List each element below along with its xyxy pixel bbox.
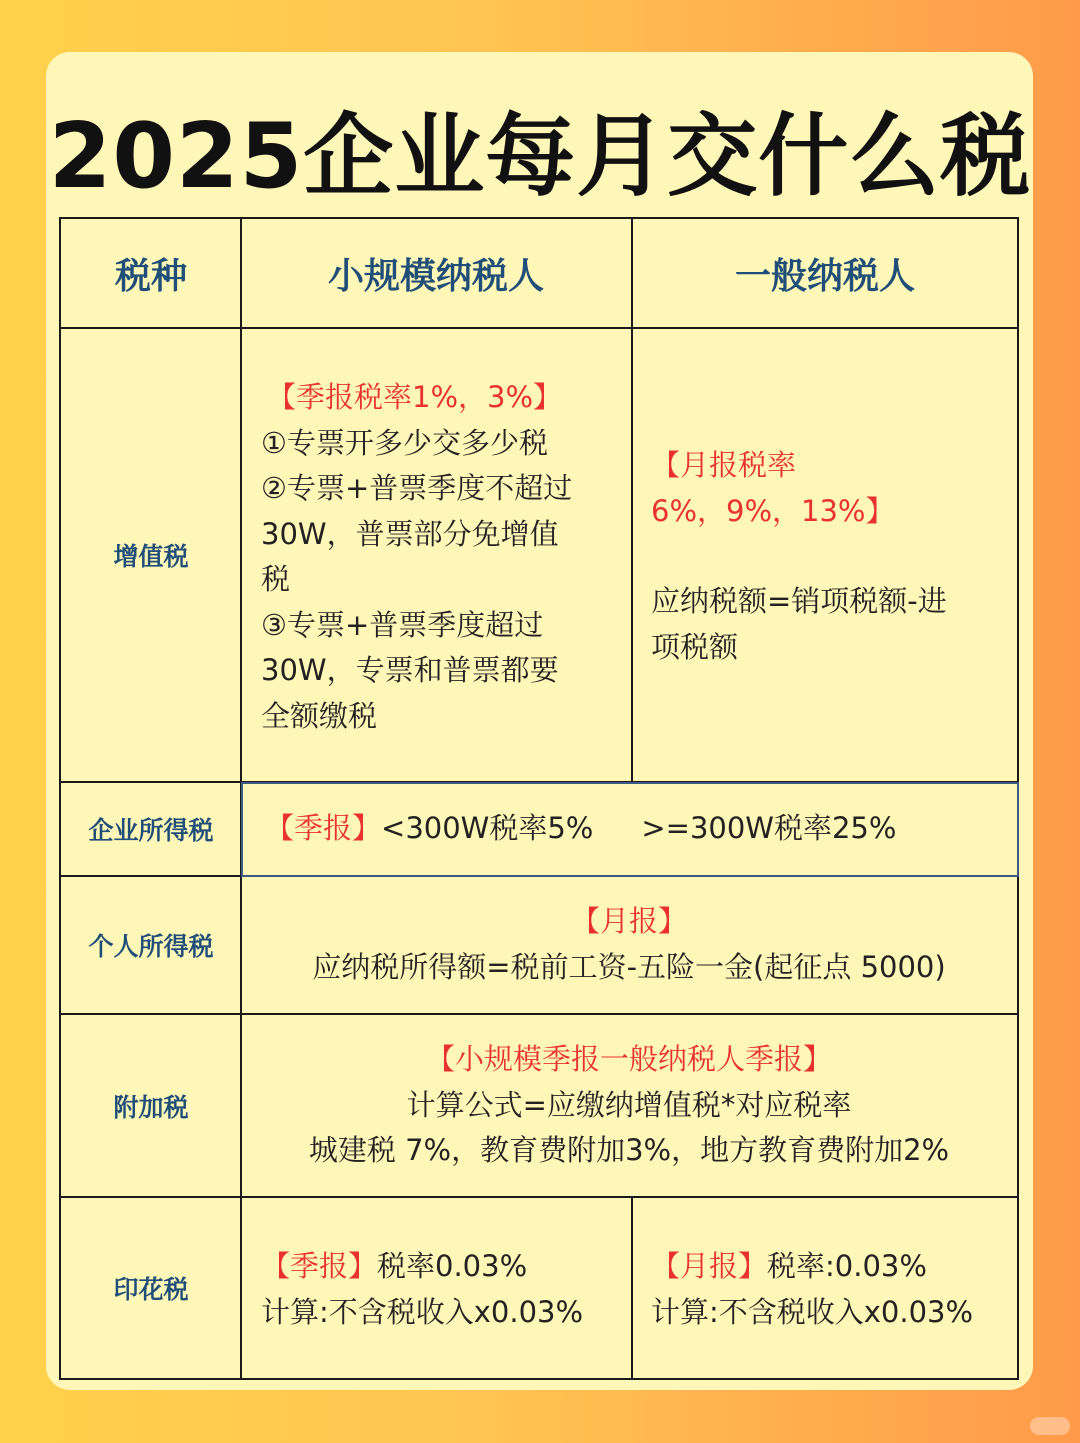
stamp-general-tag: 【月报】 bbox=[651, 1249, 768, 1283]
vat-small-line: ②专票+普票季度不超过 bbox=[261, 471, 573, 505]
stamp-small-tag: 【季报】 bbox=[261, 1249, 378, 1283]
vat-small-rate: 【季报税率1%，3%】 bbox=[267, 380, 563, 414]
header-general-taxpayer: 一般纳税人 bbox=[734, 255, 915, 297]
stamp-general-cell bbox=[651, 1244, 1017, 1335]
vat-small-line: ①专票开多少交多少税 bbox=[261, 425, 548, 460]
watermark bbox=[1030, 1417, 1070, 1435]
stamp-small-rate: 税率0.03% bbox=[377, 1249, 528, 1283]
page-title: 2025企业每月交什么税 bbox=[48, 104, 1032, 209]
iit-cell bbox=[241, 899, 1017, 990]
tax-table bbox=[59, 217, 1019, 1380]
cit-cell bbox=[265, 806, 1005, 852]
vat-small-line: ③专票+普票季度超过 bbox=[261, 607, 544, 642]
cit-tag: 【季报】 bbox=[265, 811, 382, 845]
row-label-iit: 个人所得税 bbox=[88, 932, 214, 961]
row-label-stamp-duty: 印花税 bbox=[113, 1275, 189, 1304]
vat-small-line: 税 bbox=[261, 562, 291, 596]
surtax-rates: 城建税 7%，教育费附加3%，地方教育费附加2% bbox=[308, 1133, 950, 1167]
stamp-general-rate: 税率:0.03% bbox=[767, 1249, 927, 1283]
row-label-vat: 增值税 bbox=[113, 542, 189, 571]
vat-general-formula: 项税额 bbox=[651, 629, 739, 664]
header-small-scale-taxpayer: 小规模纳税人 bbox=[327, 255, 544, 297]
vat-small-line: 30W，专票和普票都要 bbox=[261, 653, 559, 687]
iit-tag: 【月报】 bbox=[570, 904, 687, 938]
cit-rate-low: <300W税率5% bbox=[381, 811, 594, 845]
surtax-cell bbox=[241, 1037, 1017, 1174]
vat-general-rate: 6%，9%，13%】 bbox=[651, 493, 895, 528]
vat-general-formula: 应纳税额=销项税额-进 bbox=[651, 584, 947, 618]
table-divider bbox=[631, 1196, 633, 1378]
surtax-tag: 【小规模季报一般纳税人季报】 bbox=[425, 1042, 832, 1076]
stamp-small-scale-cell bbox=[261, 1244, 631, 1335]
iit-formula: 应纳税所得额=税前工资-五险一金(起征点 5000) bbox=[312, 949, 946, 984]
vat-general-cell bbox=[651, 443, 1011, 670]
vat-general-rate: 【月报税率 bbox=[651, 448, 797, 482]
stamp-general-calc: 计算:不含税收入x0.03% bbox=[651, 1294, 974, 1329]
header-tax-type: 税种 bbox=[114, 255, 187, 297]
vat-small-line: 30W，普票部分免增值 bbox=[261, 516, 559, 551]
row-label-surtax: 附加税 bbox=[113, 1092, 189, 1122]
surtax-formula: 计算公式=应缴纳增值税*对应税率 bbox=[406, 1087, 852, 1122]
cit-rate-high: >=300W税率25% bbox=[641, 811, 897, 845]
vat-small-line: 全额缴税 bbox=[261, 698, 378, 733]
vat-small-scale-cell bbox=[261, 375, 621, 739]
row-label-cit: 企业所得税 bbox=[88, 816, 214, 845]
stamp-small-calc: 计算:不含税收入x0.03% bbox=[261, 1294, 584, 1329]
